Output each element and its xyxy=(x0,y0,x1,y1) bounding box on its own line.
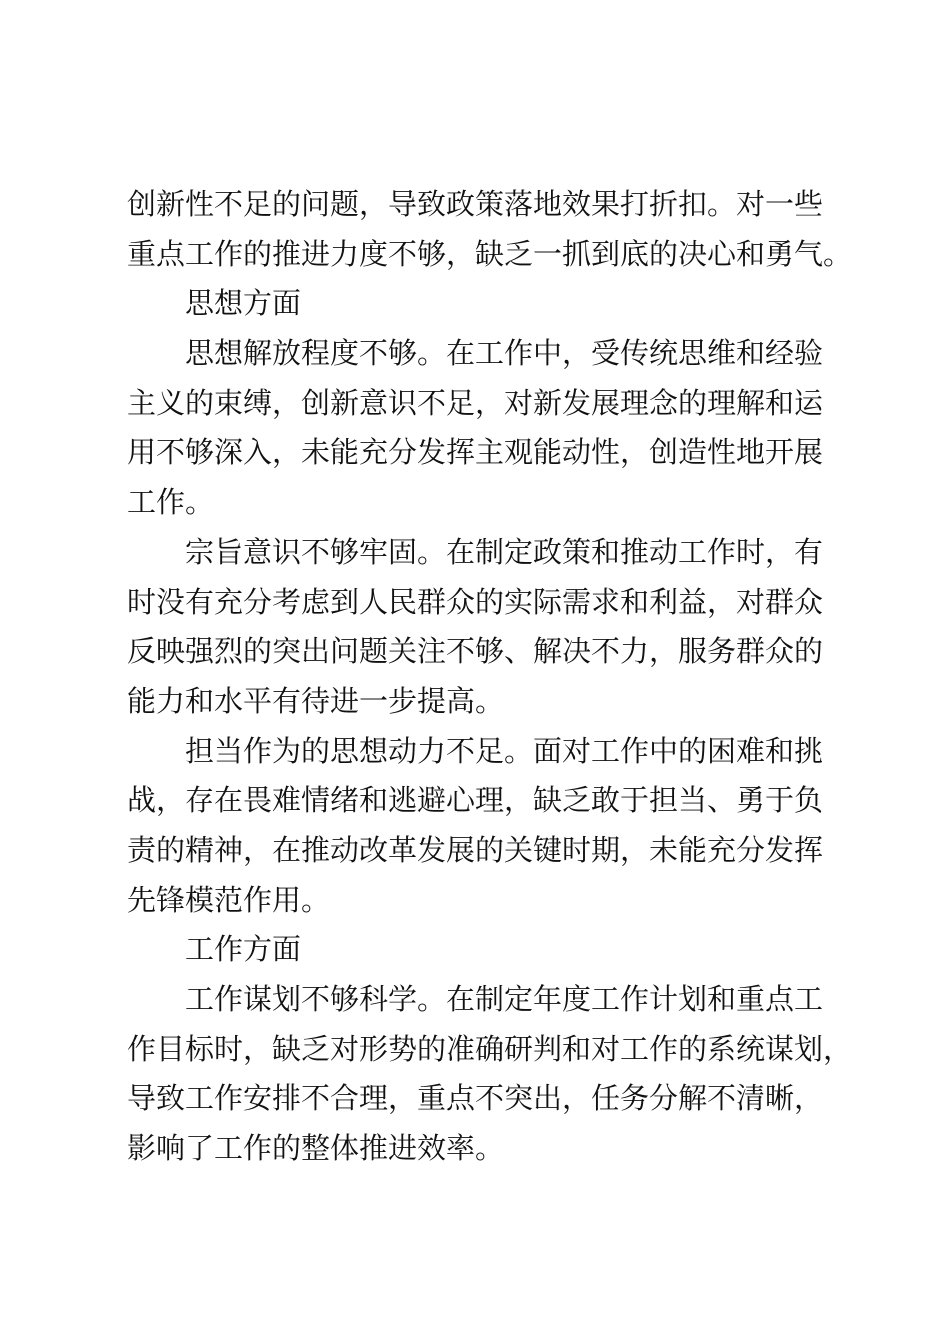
body-line: 导致工作安排不合理，重点不突出，任务分解不清晰， xyxy=(127,1081,824,1116)
body-line: 主义的束缚，创新意识不足，对新发展理念的理解和运 xyxy=(127,385,824,420)
section-heading-work: 工作方面 xyxy=(185,932,302,967)
body-line: 用不够深入，未能充分发挥主观能动性，创造性地开展 xyxy=(127,435,824,470)
body-line: 工作。 xyxy=(127,485,215,520)
paragraph-first-line: 工作谋划不够科学。在制定年度工作计划和重点工 xyxy=(185,982,824,1016)
body-line: 影响了工作的整体推进效率。 xyxy=(127,1131,505,1166)
document-body xyxy=(127,180,857,1174)
body-line: 时没有充分考虑到人民群众的实际需求和利益，对群众 xyxy=(127,584,824,619)
section-heading-thought: 思想方面 xyxy=(185,286,302,321)
body-line: 先锋模范作用。 xyxy=(127,882,331,917)
body-line: 能力和水平有待进一步提高。 xyxy=(127,683,505,718)
body-line: 重点工作的推进力度不够，缺乏一抓到底的决心和勇气。 xyxy=(127,236,853,271)
body-line: 反映强烈的突出问题关注不够、解决不力，服务群众的 xyxy=(127,634,824,669)
body-line: 责的精神，在推动改革发展的关键时期，未能充分发挥 xyxy=(127,832,824,867)
paragraph-first-line: 宗旨意识不够牢固。在制定政策和推动工作时，有 xyxy=(185,534,824,569)
paragraph-first-line: 担当作为的思想动力不足。面对工作中的困难和挑 xyxy=(185,733,824,768)
body-line-continuation: 创新性不足的问题，导致政策落地效果打折扣。对一些 xyxy=(127,187,824,221)
body-line: 战，存在畏难情绪和逃避心理，缺乏敢于担当、勇于负 xyxy=(127,783,824,818)
paragraph-first-line: 思想解放程度不够。在工作中，受传统思维和经验 xyxy=(185,336,824,371)
body-line: 作目标时，缺乏对形势的准确研判和对工作的系统谋划， xyxy=(127,1031,853,1066)
